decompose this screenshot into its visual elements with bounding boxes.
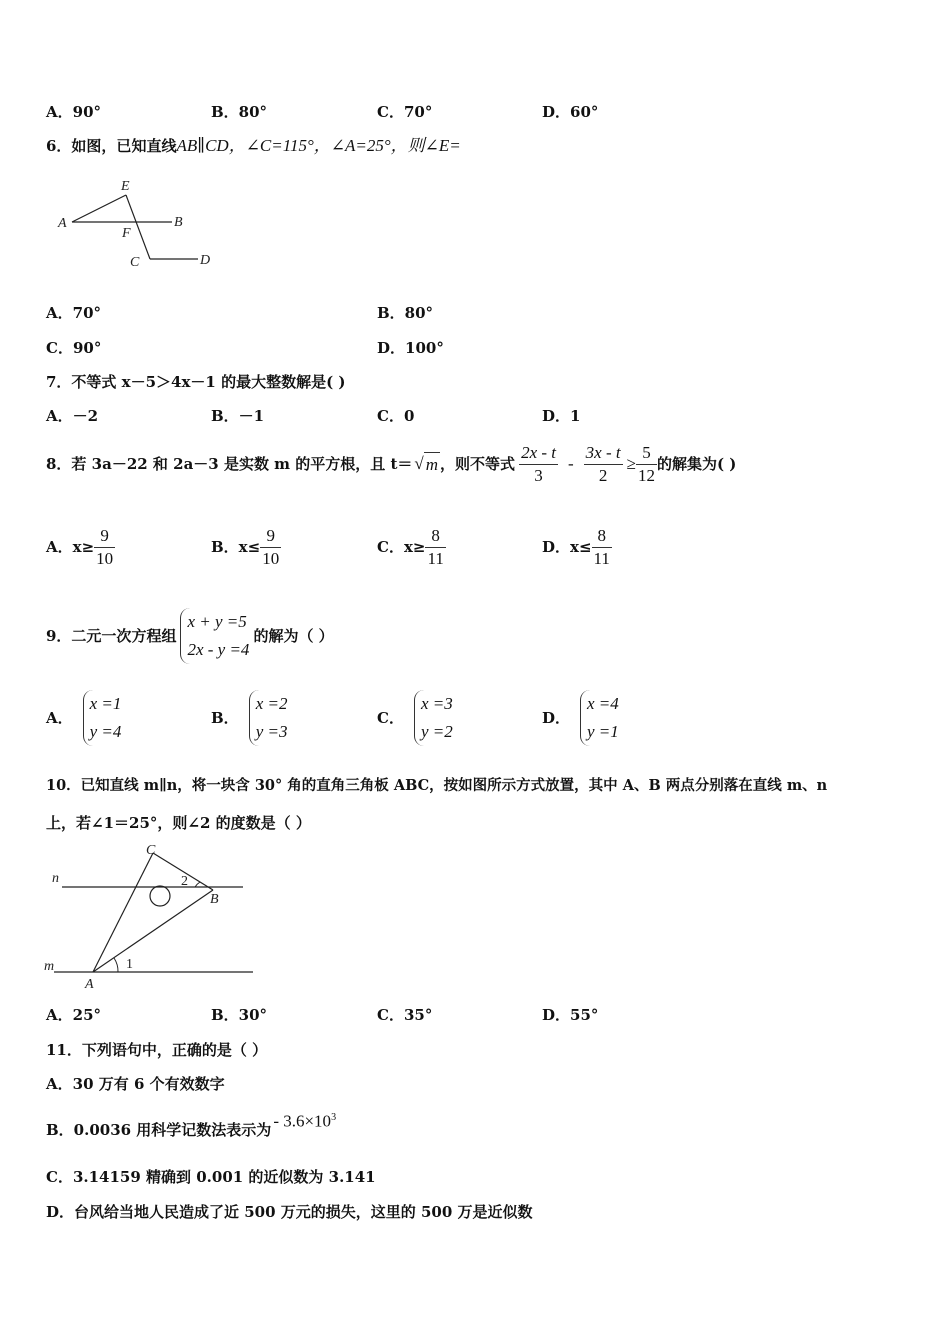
- q9-option-c: C． x =3 y =2: [377, 688, 457, 748]
- q7-option-c: C．0: [377, 407, 415, 425]
- equation-system: x + y =5 2x - y =4: [180, 608, 253, 664]
- q10-option-a: A．25°: [46, 1006, 102, 1024]
- label-c: C: [130, 255, 140, 270]
- q11-option-a: A．30 万有 6 个有效数字: [46, 1075, 225, 1093]
- q11-option-c: C．3.14159 精确到 0.001 的近似数为 3.141: [46, 1168, 376, 1186]
- label-d: D: [200, 253, 211, 268]
- fraction-2: $\frac{3x - t}{2}$: [585, 442, 621, 485]
- q5-option-c: C．70°: [377, 103, 433, 121]
- label-f: F: [122, 226, 131, 241]
- label-angle-2: 2: [181, 874, 188, 889]
- q10-option-d: D．55°: [542, 1006, 599, 1024]
- q9-option-a: A． x =1 y =4: [46, 688, 125, 748]
- q8-option-a: A．x≥ $\frac{9}{10}$: [46, 525, 114, 568]
- label-m: m: [44, 959, 55, 974]
- label-a: A: [85, 977, 94, 990]
- q8-option-c: C．x≥ $\frac{8}{11}$: [377, 525, 444, 568]
- q7-option-d: D．1: [542, 407, 581, 425]
- q11-stem: 11．下列语句中，正确的是（ ）: [46, 1041, 268, 1059]
- label-n: n: [52, 871, 59, 886]
- triangle-hole: [150, 886, 170, 906]
- line-ae: [72, 195, 126, 222]
- q6-option-b: B．80°: [377, 304, 434, 322]
- q7-option-b: B．－1: [211, 407, 265, 425]
- label-c: C: [146, 843, 156, 858]
- q10-option-c: C．35°: [377, 1006, 433, 1024]
- q5-option-a: A．90°: [46, 103, 102, 121]
- q10-stem-line2: 上，若∠1＝25°，则∠2 的度数是（ ）: [46, 814, 311, 832]
- fraction-1: $\frac{2x - t}{3}$: [521, 442, 556, 485]
- q6-option-d: D．100°: [377, 339, 444, 357]
- sci-notation: - $3.6\times 10^3$: [273, 1111, 337, 1131]
- label-a: A: [58, 216, 67, 231]
- q9-option-b: B． x =2 y =3: [211, 688, 291, 748]
- q10-stem-line1: 10．已知直线 m∥n，将一块含 30° 角的直角三角板 ABC，按如图所示方式放置，其中 A、B 两点分别落在直线 m、n: [46, 777, 828, 794]
- q6-figure: [50, 170, 230, 270]
- fraction-3: $\frac{5}{12}$: [637, 442, 655, 485]
- q6-stem: 6．如图，已知直线AB∥CD，∠C=115°，∠A=25°，则∠E=: [46, 136, 461, 155]
- q7-stem: 7．不等式 x－5＞4x－1 的最大整数解是( ): [46, 373, 346, 391]
- sqrt-radicand: m: [424, 452, 440, 477]
- q9-stem: 9．二元一次方程组 x + y =5 2x - y =4 的解为（ ）: [46, 606, 334, 666]
- q5-option-d: D．60°: [542, 103, 599, 121]
- label-e: E: [121, 179, 130, 194]
- angle-1-arc: [114, 958, 118, 972]
- q6-option-a: A．70°: [46, 304, 102, 322]
- angle-2-arc: [195, 882, 200, 887]
- q11-option-b: B．0.0036 用科学记数法表示为 - $3.6\times 10^3$: [46, 1110, 336, 1150]
- sqrt-sign: √: [414, 454, 424, 473]
- q7-option-a: A．－2: [46, 407, 99, 425]
- q9-option-d: D． x =4 y =1: [542, 688, 623, 748]
- q11-option-d: D．台风给当地人民造成了近 500 万元的损失，这里的 500 万是近似数: [46, 1203, 533, 1221]
- label-b: B: [174, 215, 183, 230]
- side-ac: [93, 853, 153, 972]
- label-angle-1: 1: [126, 957, 133, 972]
- q5-option-b: B．80°: [211, 103, 268, 121]
- q10-figure: [40, 840, 260, 990]
- q8-stem: 8．若 3a－22 和 2a－3 是实数 m 的平方根，且 t＝ √ m ，则不等式 $\frac{2x - t}{3}$ - $\frac{3x - t}{2}$ ≥ $\frac{5}{12}$ 的解集为( ): [46, 442, 737, 485]
- label-b: B: [210, 892, 219, 907]
- q6-option-c: C．90°: [46, 339, 102, 357]
- q8-option-d: D．x≤ $\frac{8}{11}$: [542, 525, 610, 568]
- q8-option-b: B．x≤ $\frac{9}{10}$: [211, 525, 280, 568]
- q10-option-b: B．30°: [211, 1006, 268, 1024]
